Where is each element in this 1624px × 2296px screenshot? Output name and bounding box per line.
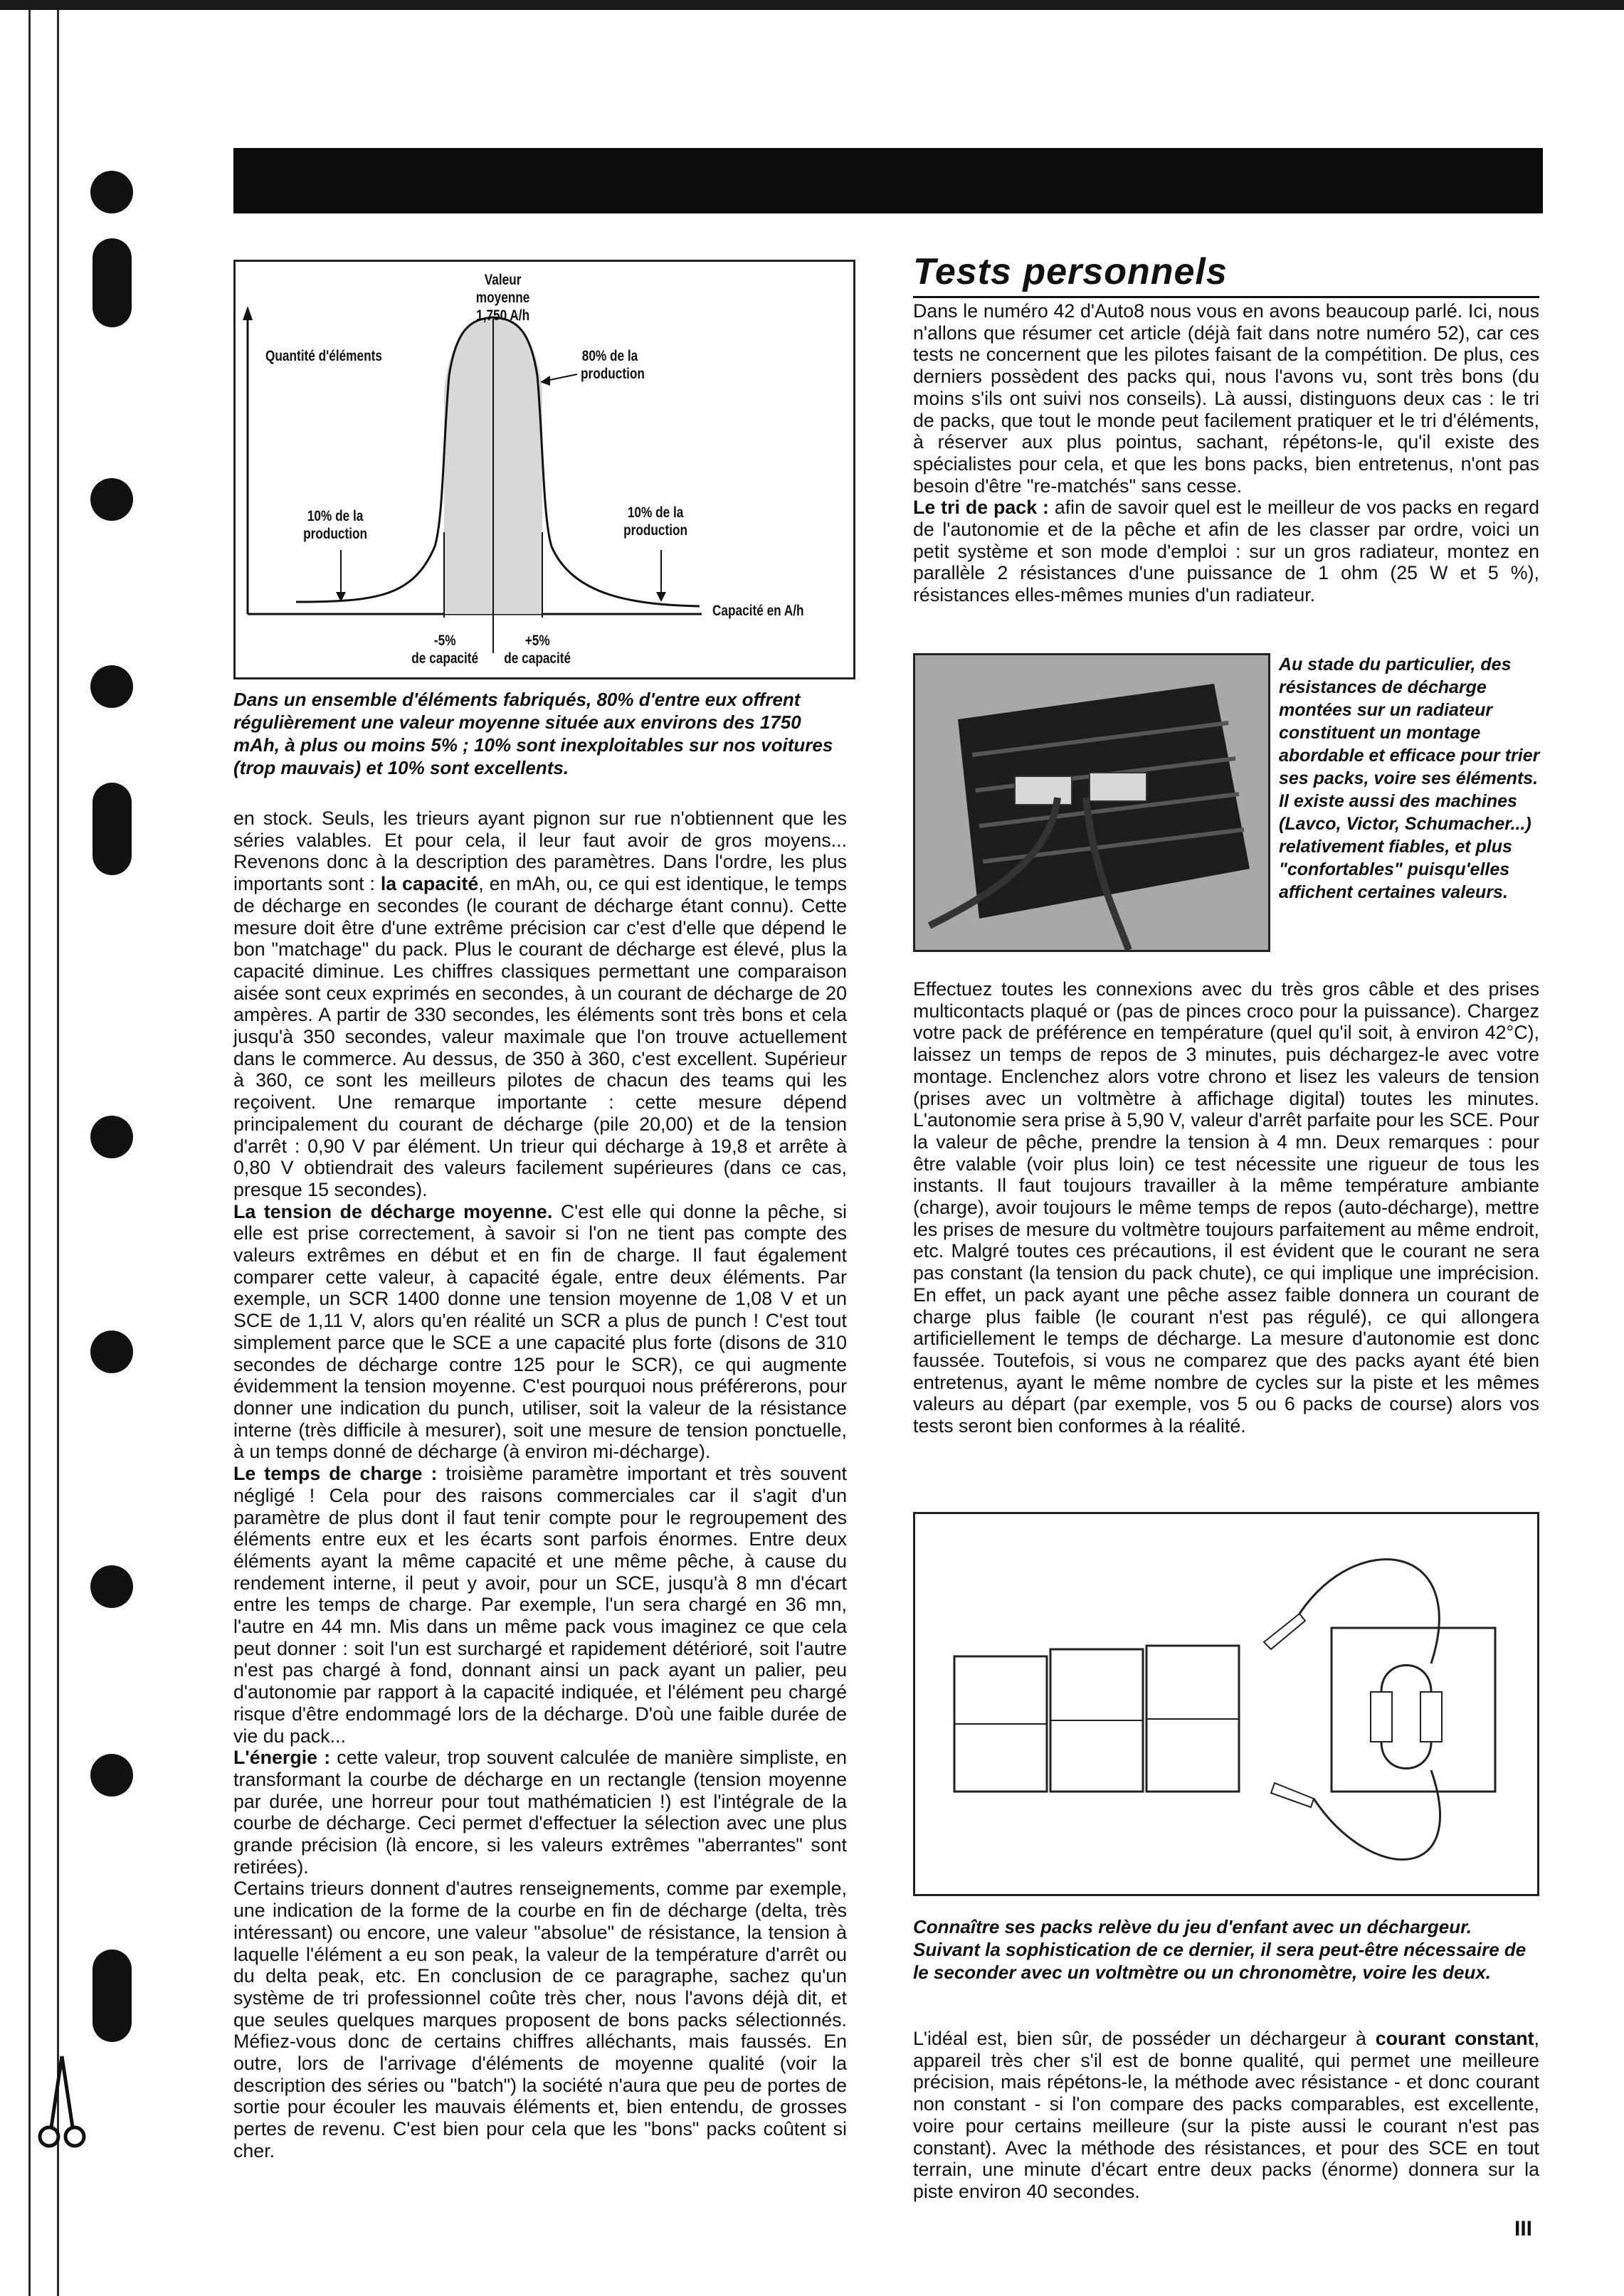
punch-hole bbox=[90, 665, 133, 708]
paragraph-connexions: Effectuez toutes les connexions avec du très gros câble et des prises multicontacts plaqué or (pas de pinces croco pour la puissance). Chargez votre pack de préférence en température (quel qu'il soit, à environ 42°C), laissez un temps de repos de 3 minutes, puis déchargez-le avec votre montage. Enclenchez alors votre chrono et lisez les valeurs de tension (prises avec un voltmètre à affichage digital) toutes les minutes. L'autonomie sera prise à 5,90 V, valeur d'arrêt parfaite pour les SCE. Pour la valeur de pêche, prendre la tension à 4 mn. Deux remarques : pour être valable (voir plus loin) ce test nécessite une rigueur de tous les instants. Il faut toujours travailler à la même température ambiante (charge), avoir toujours le même temps de repos (auto-décharge), mettre les prises de mesure du voltmètre toujours parfaitement au même endroit, etc. Malgré toutes ces précautions, il est évident que le courant ne sera pas constant (la tension du pack chute), ce qui implique une imprécision. En effet, un pack ayant une pêche assez faible donnera un courant de charge plus faible (le courant n'est pas régulé), ce qui allongera artificiellement le temps de décharge. La mesure d'autonomie est donc faussée. Toutefois, si vous ne comparez que des packs ayant été bien entretenus, ayant le même nombre de cycles sur la piste et les mêmes valeurs au départ (par exemple, vos 5 ou 6 packs de course) alors vos tests seront bien conformes à la réalité. bbox=[913, 978, 1539, 1437]
paragraph-tri-pack: Le tri de pack : afin de savoir quel est le meilleur de vos packs en regard de l'autonomie et de la pêche et afin de les classer par ordre, voici un petit système et son mode d'emploi : sur un gros radiateur, montez en parallèle 2 résistances d'une puissance de 1 ohm (25 W et 5 %), résistances elles-mêmes munies d'un radiateur. bbox=[913, 497, 1539, 606]
scissors-icon bbox=[37, 2053, 87, 2152]
punch-hole bbox=[90, 1330, 133, 1373]
punch-hole bbox=[90, 1754, 133, 1797]
resistor-radiator-photo bbox=[913, 653, 1270, 952]
paragraph-intro: Dans le numéro 42 d'Auto8 nous vous en avons beaucoup parlé. Ici, nous n'allons que résumer cet article (déjà fait dans notre numéro 52), car ces tests ne concernent que les pilotes faisant de la compétition. De plus, ces derniers possèdent des packs qui, nous l'avons vu, sont très bons (du moins s'ils ont suivi nos conseils). Là aussi, distinguons deux cas : le tri de packs, que tout le monde peut facilement pratiquer et le tri d'éléments, à réserver aux plus pointus, sachant, répétons-le, qu'il existe des spécialistes pour cela, et que les bons packs, bien entretenus, n'ont pas besoin d'être "re-matchés" sans cesse. bbox=[913, 300, 1539, 497]
punch-hole bbox=[90, 1565, 133, 1608]
drawing-caption: Connaître ses packs relève du jeu d'enfant avec un déchargeur. Suivant la sophistication de ce dernier, il sera peut-être nécessaire de le seconder avec un voltmètre ou un chronomètre, voire les deux. bbox=[913, 1916, 1527, 1983]
header-bar bbox=[233, 148, 1543, 213]
chart-caption: Dans un ensemble d'éléments fabriqués, 80% d'entre eux offrent régulièrement une valeur moyenne située aux environs des 1750 mAh, à plus ou moins 5% ; 10% sont inexploitables sur nos voitures (trop mauvais) et 10% sont excellents. bbox=[233, 689, 833, 778]
discharger-drawing bbox=[913, 1512, 1539, 1896]
plus-5-label-line: +5% bbox=[524, 633, 550, 649]
center-label-line: 80% de la bbox=[581, 348, 638, 364]
term-capacite: la capacité bbox=[380, 873, 479, 895]
plus-5-label bbox=[502, 632, 572, 667]
term-temps-charge: Le temps de charge : bbox=[233, 1463, 438, 1485]
left-column-text bbox=[233, 808, 847, 2162]
term-energie: L'énergie : bbox=[233, 1747, 331, 1769]
title-underline bbox=[913, 296, 1539, 298]
punch-hole bbox=[90, 478, 133, 521]
term-courant-constant: courant constant bbox=[1375, 2028, 1534, 2049]
right-column-body bbox=[913, 978, 1539, 1437]
plus-5-label-line: de capacité bbox=[504, 650, 571, 667]
right-tail-label-line: production bbox=[623, 522, 688, 539]
paragraph-tension: La tension de décharge moyenne. C'est elle qui donne la pêche, si elle est prise correctement, à savoir si l'on ne tient pas compte des valeurs extrêmes en début et en fin de charge. Il faut également comparer cette valeur, à capacité égale, entre deux éléments. Par exemple, un SCR 1400 donne une tension moyenne de 1,08 V et un SCE de 1,11 V, alors qu'en réalité un SCR a plus de punch ! C'est tout simplement parce que le SCE a une capacité plus forte (disons de 310 secondes de décharge contre 125 pour le SCR), ce qui augmente évidemment la tension moyenne. C'est pourquoi nous préférerons, pour donner une indication du punch, utiliser, soit la valeur de la résistance interne (très difficile à mesurer), soit une mesure de tension ponctuelle, à un temps donné de décharge (à environ mi-décharge). bbox=[233, 1200, 847, 1463]
left-tail-label-line: production bbox=[303, 526, 368, 542]
minus-5-label bbox=[410, 632, 480, 667]
punch-hole bbox=[90, 1116, 133, 1158]
paragraph-courant-constant: L'idéal est, bien sûr, de posséder un déchargeur à courant constant, appareil très cher s'il est de bonne qualité, qui permet une meilleure précision, mais répétons-le, la méthode avec résistance - et donc courant non constant - si l'on compare des packs comparables, est excellente, voire pour certains meilleure (sur la piste aussi le courant n'est pas constant). Avec la méthode des résistances, et pour des SCE en tout terrain, une minute d'écart entre deux packs (énorme) donnera sur la piste environ 40 secondes. bbox=[913, 2028, 1539, 2202]
binder-edge-line bbox=[28, 10, 31, 2296]
paragraph-capacity: en stock. Seuls, les trieurs ayant pignon sur rue n'obtiennent que les séries valables. Et pour cela, il leur faut avoir de gros moyens... Revenons donc à la description des paramètres. Dans l'ordre, les plus importants sont : la capacité, en mAh, ou, ce qui est identique, le temps de décharge en secondes (le courant de décharge étant connu). Cette mesure doit être d'une extrême précision car c'est d'elle que dépend le bon "matchage" du pack. Plus le courant de décharge est élevé, plus la capacité diminue. Les chiffres classiques permettant une comparaison aisée sont ceux exprimés en secondes, à un courant de décharge de 20 ampères. A partir de 330 secondes, les éléments sont très bons et cela jusqu'à 350 secondes, valeur maximale que l'on trouve actuellement dans le commerce. Au dessus, de 350 à 360, c'est excellent. Supérieur à 360, ce sont les meilleurs pilotes de chacun des teams qui les reçoivent. Une remarque importante : cette mesure dépend principalement du courant de décharge (pile 20,00) et de la tension d'arrêt : 0,90 V par élément. Un trieur qui décharge à 19,8 et arrête à 0,80 V obtiendrait des valeurs facilement supérieures (dans ce cas, presque 15 secondes). bbox=[233, 808, 848, 1200]
scan-top-border bbox=[0, 0, 1624, 10]
x-axis-label: Capacité en A/h bbox=[712, 603, 804, 619]
left-tail-label-line: 10% de la bbox=[307, 508, 364, 524]
page-number: III bbox=[1514, 2217, 1533, 2241]
y-axis-label: Quantité d'éléments bbox=[265, 348, 382, 364]
right-tail-label bbox=[623, 504, 687, 539]
left-tail-label bbox=[303, 507, 367, 543]
term-tension: La tension de décharge moyenne. bbox=[233, 1200, 553, 1222]
peak-label-line: Valeur moyenne bbox=[475, 272, 530, 306]
punch-hole bbox=[93, 238, 132, 327]
minus-5-label-line: de capacité bbox=[411, 650, 479, 667]
right-tail-label-line: 10% de la bbox=[627, 504, 684, 521]
center-region-label bbox=[581, 347, 645, 383]
paragraph-energie: L'énergie : cette valeur, trop souvent calculée de manière simpliste, en transformant la courbe de décharge en un rectangle (tension moyenne par durée, une horreur pour tout mathématicien !) est l'intégrale de la courbe de décharge. Ceci permet d'effectuer la sélection avec une plus grande précision (là encore, si les valeurs extrêmes "aberrantes" sont retirées). bbox=[233, 1747, 847, 1878]
paragraph-temps-charge: Le temps de charge : troisième paramètre important et très souvent négligé ! Cela pour des raisons commerciales car il s'agit d'un paramètre de plus dont il faut tenir compte pour le regroupement des éléments entre eux et les écarts sont parfois énormes. Entre deux éléments ayant la même capacité et une même pêche, à cause du rendement interne, il peut y avoir, pour un SCE, jusqu'à 8 mn d'écart entre les temps de charge. Par exemple, l'un sera chargé en 36 mn, l'autre en 44 mn. Mis dans un même pack vous imaginez ce que cela peut donner : soit l'un est surchargé et rapidement détérioré, soit l'autre n'est pas chargé à fond, donnant ainsi un pack ayant un palier, peu d'autonomie par rapport à la capacité indiquée, et l'élément peu chargé risque d'être endommagé lors de la décharge. D'où une faible durée de vie du pack... bbox=[233, 1463, 847, 1747]
punch-hole bbox=[93, 1950, 132, 2042]
punch-hole bbox=[90, 171, 133, 213]
term-tri-pack: Le tri de pack : bbox=[913, 497, 1049, 519]
binder-edge-line bbox=[57, 10, 59, 2296]
peak-label-line: 1,750 A/h bbox=[476, 307, 530, 324]
center-label-line: production bbox=[581, 366, 645, 382]
right-column-final bbox=[913, 2028, 1539, 2203]
right-column-intro bbox=[913, 300, 1539, 606]
distribution-chart bbox=[233, 260, 855, 679]
section-title: Tests personnels bbox=[913, 251, 1228, 292]
minus-5-label-line: -5% bbox=[433, 633, 456, 649]
peak-label bbox=[456, 271, 549, 324]
paragraph-trieurs: Certains trieurs donnent d'autres renseignements, comme par exemple, une indication de la forme de la courbe en fin de décharge (delta, très intéressant) ou encore, une valeur "absolue" de résistance, la tension à laquelle l'élément a eu son peak, la valeur de la température d'arrêt ou du delta peak, etc. En conclusion de ce paragraphe, sachez qu'un système de tri professionnel coûte très cher, nous l'avons déjà dit, et que seules quelques marques proposent de bons packs sélectionnés. Méfiez-vous donc de certains chiffres alléchants, mais faussés. En outre, lors de l'arrivage d'éléments de moyenne qualité (voir la description des séries ou "batch") la société n'aura que peu de portes de sortie pour écouler les mauvais éléments et, bien entendu, de grosses pertes de revenu. C'est bien pour cela que les "bons" packs coûtent si cher. bbox=[233, 1878, 847, 2162]
punch-hole bbox=[93, 783, 132, 875]
photo-caption: Au stade du particulier, des résistances de décharge montées sur un radiateur constituent un montage abordable et efficace pour trier ses packs, voire ses éléments. Il existe aussi des machines (Lavco, Victor, Schumacher...) relativement fiables, et plus "confortables" puisqu'elles affichent certaines valeurs. bbox=[1279, 655, 1540, 902]
